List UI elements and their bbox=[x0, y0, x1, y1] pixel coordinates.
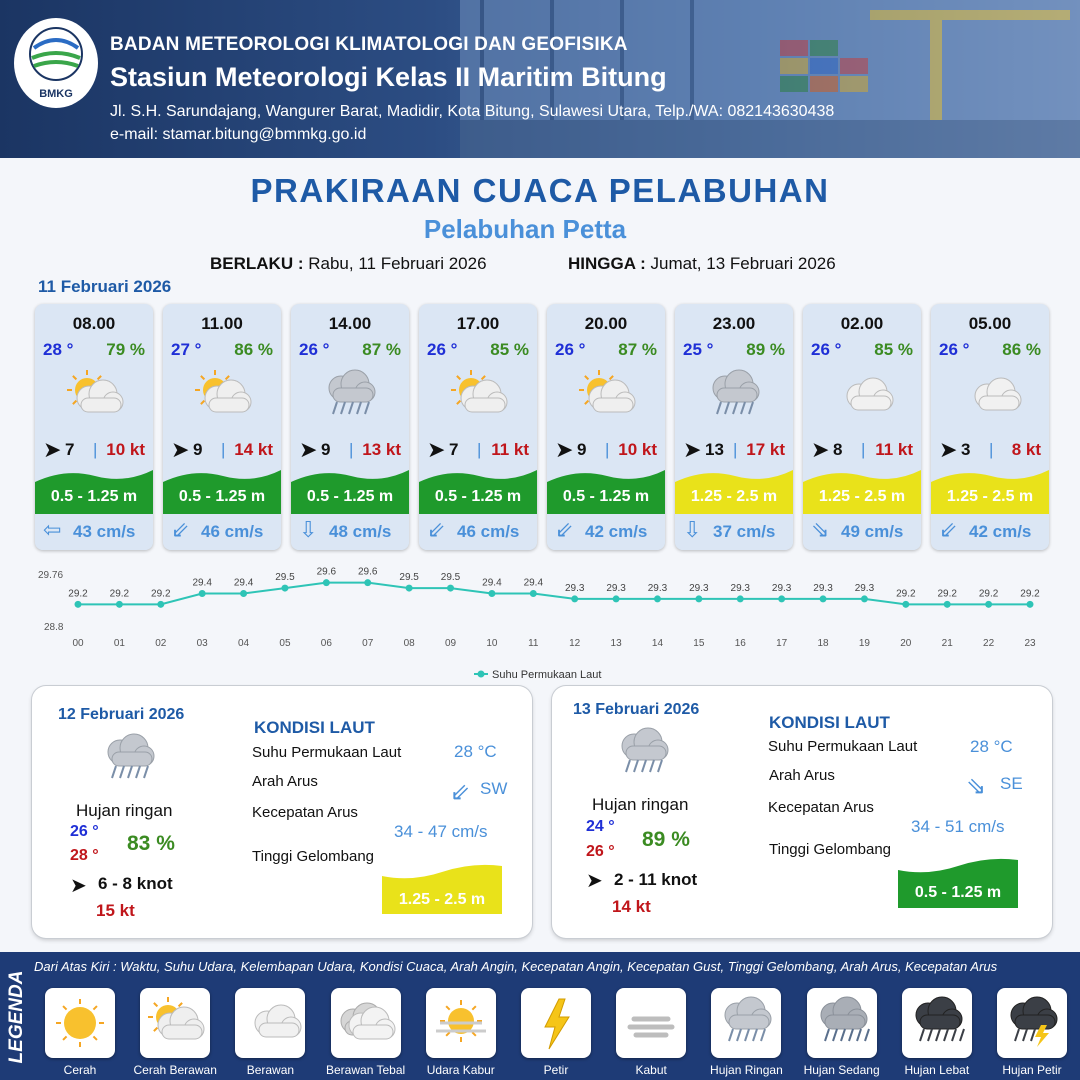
wind-direction-icon: ➤ bbox=[171, 437, 190, 462]
card-temperature: 26 ° bbox=[939, 340, 970, 359]
hujan-ringan-icon bbox=[699, 366, 769, 426]
data-point bbox=[695, 595, 702, 602]
station-email: e-mail: stamar.bitung@bmmkg.go.id bbox=[110, 126, 367, 143]
legend-item-label: Hujan Petir bbox=[1002, 1063, 1062, 1077]
x-tick-label: 20 bbox=[900, 638, 912, 649]
legend-item-hujan-sedang bbox=[807, 988, 877, 1058]
data-point bbox=[488, 590, 495, 597]
station-name: Stasiun Meteorologi Kelas II Maritim Bitung bbox=[110, 62, 667, 92]
card-gust: 11 kt bbox=[491, 440, 529, 459]
day2-wave-value: 1.25 - 2.5 m bbox=[398, 891, 486, 908]
card-wind-speed: 8 bbox=[833, 440, 843, 459]
data-label: 29.3 bbox=[854, 582, 875, 594]
berawan-icon bbox=[955, 366, 1025, 426]
hujan-petir-icon bbox=[997, 988, 1067, 1058]
station-address: Jl. S.H. Sarundajang, Wangurer Barat, Madidir, Kota Bitung, Sulawesi Utara, Telp./WA: 082143630438 bbox=[110, 103, 835, 120]
x-tick-label: 23 bbox=[1024, 638, 1036, 649]
day3-wave-value: 0.5 - 1.25 m bbox=[914, 884, 1002, 901]
x-tick-label: 02 bbox=[155, 638, 167, 649]
card-temperature: 27 ° bbox=[171, 340, 202, 359]
day3-arus-label: Arah Arus bbox=[769, 767, 835, 784]
card-wind-speed: 9 bbox=[321, 440, 331, 459]
data-point bbox=[654, 595, 661, 602]
day2-forecast-box bbox=[32, 686, 532, 938]
card-separator: | bbox=[989, 440, 994, 459]
x-tick-label: 03 bbox=[196, 638, 208, 649]
bmkg-emblem-icon bbox=[14, 18, 98, 88]
card-separator: | bbox=[477, 440, 482, 459]
day3-wind: 2 - 11 knot bbox=[614, 870, 698, 889]
day2-speed-value: 34 - 47 cm/s bbox=[394, 822, 488, 841]
legend-vertical-title bbox=[4, 958, 30, 1076]
data-label: 29.3 bbox=[813, 582, 833, 594]
hujan-ringan-icon bbox=[711, 988, 781, 1058]
port-name: Pelabuhan Petta bbox=[423, 214, 627, 244]
day3-speed-value: 34 - 51 cm/s bbox=[911, 817, 1005, 836]
card-wave-height: 1.25 - 2.5 m bbox=[946, 488, 1034, 505]
card-time: 20.00 bbox=[584, 314, 628, 333]
x-tick-label: 06 bbox=[320, 638, 332, 649]
day3-temp-max: 26 ° bbox=[586, 843, 615, 860]
data-point bbox=[778, 595, 785, 602]
data-label: 29.3 bbox=[689, 582, 709, 594]
current-direction-icon: ⇘ bbox=[966, 773, 987, 800]
data-point bbox=[530, 590, 537, 597]
x-tick-label: 01 bbox=[113, 638, 125, 649]
validity-from-value: Rabu, 11 Februari 2026 bbox=[308, 254, 487, 273]
card-temperature: 26 ° bbox=[427, 340, 458, 359]
card-time: 14.00 bbox=[328, 314, 372, 333]
card-temperature: 26 ° bbox=[299, 340, 330, 359]
validity-to-value: Jumat, 13 Februari 2026 bbox=[650, 254, 836, 273]
data-label: 29.2 bbox=[978, 588, 999, 600]
sst-line-chart bbox=[30, 562, 1050, 687]
card-humidity: 86 % bbox=[1002, 340, 1041, 359]
card-humidity: 87 % bbox=[362, 340, 401, 359]
legend-item-cerah-berawan bbox=[140, 988, 210, 1058]
forecast-card bbox=[547, 304, 665, 550]
data-label: 29.4 bbox=[233, 577, 254, 589]
card-temperature: 25 ° bbox=[683, 340, 714, 359]
data-point bbox=[116, 601, 123, 608]
card-wave-height: 0.5 - 1.25 m bbox=[50, 488, 138, 505]
data-point bbox=[861, 595, 868, 602]
day2-speed-label: Kecepatan Arus bbox=[252, 804, 358, 821]
day2-gust: 15 kt bbox=[96, 901, 135, 920]
kabut-icon bbox=[616, 988, 686, 1058]
forecast-card bbox=[419, 304, 537, 550]
x-tick-label: 16 bbox=[734, 638, 746, 649]
logo-text: BMKG bbox=[39, 88, 73, 100]
card-current-speed: 43 cm/s bbox=[73, 522, 136, 541]
x-tick-label: 17 bbox=[776, 638, 788, 649]
data-label: 29.4 bbox=[482, 577, 502, 589]
cerah-berawan-icon bbox=[59, 366, 129, 426]
legend-item-hujan-lebat bbox=[902, 988, 972, 1058]
x-tick-label: 19 bbox=[858, 638, 870, 649]
current-direction-icon: ⇘ bbox=[811, 517, 830, 542]
card-current-speed: 37 cm/s bbox=[713, 522, 776, 541]
legend-item-hujan-petir bbox=[997, 988, 1067, 1058]
data-label: 29.2 bbox=[109, 588, 130, 600]
wind-direction-icon: ➤ bbox=[299, 437, 318, 462]
data-label: 29.3 bbox=[771, 582, 792, 594]
validity-to bbox=[568, 254, 836, 274]
card-separator: | bbox=[93, 440, 98, 459]
card-wave-height: 1.25 - 2.5 m bbox=[690, 488, 778, 505]
berawan-icon bbox=[827, 366, 897, 426]
data-label: 29.6 bbox=[316, 566, 337, 578]
data-point bbox=[199, 590, 206, 597]
data-point bbox=[613, 595, 620, 602]
legend-item-hujan-ringan bbox=[711, 988, 781, 1058]
card-wind-speed: 9 bbox=[193, 440, 203, 459]
legend-item-label: Berawan bbox=[246, 1063, 295, 1077]
wind-direction-icon: ➤ bbox=[427, 437, 446, 462]
hujan-sedang-icon bbox=[807, 988, 877, 1058]
legend-item-label: Kabut bbox=[635, 1063, 667, 1077]
card-temperature: 26 ° bbox=[555, 340, 586, 359]
data-label: 29.3 bbox=[564, 582, 585, 594]
day2-date: 12 Februari 2026 bbox=[58, 706, 185, 723]
card-gust: 8 kt bbox=[1011, 440, 1041, 459]
x-tick-label: 13 bbox=[610, 638, 622, 649]
petir-icon bbox=[521, 988, 591, 1058]
org-name: BADAN METEOROLOGI KLIMATOLOGI DAN GEOFISIKA bbox=[110, 34, 628, 55]
header-banner bbox=[0, 0, 1080, 158]
legend-item-label: Hujan Lebat bbox=[904, 1063, 970, 1077]
data-label: 29.2 bbox=[1020, 588, 1040, 600]
card-humidity: 85 % bbox=[874, 340, 913, 359]
forecast-card bbox=[675, 304, 793, 550]
cerah-berawan-icon bbox=[571, 366, 641, 426]
wind-direction-icon: ➤ bbox=[586, 870, 603, 892]
card-current-speed: 48 cm/s bbox=[329, 522, 392, 541]
card-gust: 17 kt bbox=[746, 440, 785, 459]
legend-item-label: Udara Kabur bbox=[426, 1063, 495, 1077]
cerah-berawan-icon bbox=[443, 366, 513, 426]
day3-temp-min: 24 ° bbox=[586, 818, 615, 835]
day2-sst-label: Suhu Permukaan Laut bbox=[252, 744, 402, 761]
day2-kondisi-title: KONDISI LAUT bbox=[254, 718, 375, 737]
legend-item-label: Cerah bbox=[63, 1063, 97, 1077]
wind-direction-icon: ➤ bbox=[43, 437, 62, 462]
validity-from-label: BERLAKU : bbox=[210, 254, 304, 273]
card-gust: 13 kt bbox=[362, 440, 401, 459]
x-tick-label: 04 bbox=[238, 638, 250, 649]
data-label: 29.2 bbox=[937, 588, 957, 600]
day3-date: 13 Februari 2026 bbox=[573, 701, 700, 718]
card-time: 08.00 bbox=[72, 314, 116, 333]
legend-item-petir bbox=[521, 988, 591, 1058]
data-point bbox=[902, 601, 909, 608]
legend-item-label: Petir bbox=[543, 1063, 569, 1077]
x-tick-label: 07 bbox=[362, 638, 374, 649]
x-tick-label: 00 bbox=[72, 638, 84, 649]
card-wind-speed: 3 bbox=[961, 440, 971, 459]
legend-item-label: Berawan Tebal bbox=[326, 1063, 406, 1077]
forecast-card bbox=[931, 304, 1049, 550]
card-wave-height: 1.25 - 2.5 m bbox=[818, 488, 906, 505]
day2-wind: 6 - 8 knot bbox=[98, 874, 173, 893]
card-separator: | bbox=[605, 440, 610, 459]
data-label: 29.4 bbox=[523, 577, 544, 589]
card-wave-height: 0.5 - 1.25 m bbox=[434, 488, 522, 505]
legend-item-cerah bbox=[45, 988, 115, 1058]
data-label: 29.5 bbox=[440, 572, 461, 584]
day3-gust: 14 kt bbox=[612, 897, 651, 916]
current-direction-icon: ⇩ bbox=[683, 517, 702, 542]
day1-date: 11 Februari 2026 bbox=[38, 277, 172, 296]
cerah-icon bbox=[45, 988, 115, 1058]
day2-condition: Hujan ringan bbox=[76, 801, 173, 820]
legend-item-label: Hujan Ringan bbox=[710, 1063, 783, 1077]
x-tick-label: 22 bbox=[983, 638, 995, 649]
current-direction-icon: ⇩ bbox=[299, 517, 318, 542]
legend-item-kabut bbox=[616, 988, 686, 1058]
data-point bbox=[406, 585, 413, 592]
card-separator: | bbox=[861, 440, 866, 459]
data-point bbox=[157, 601, 164, 608]
wind-direction-icon: ➤ bbox=[683, 437, 702, 462]
card-current-speed: 46 cm/s bbox=[457, 522, 520, 541]
data-point bbox=[1027, 601, 1034, 608]
bmkg-logo bbox=[14, 18, 98, 108]
x-tick-label: 12 bbox=[569, 638, 581, 649]
day3-forecast-box bbox=[552, 686, 1052, 938]
x-tick-label: 21 bbox=[941, 638, 953, 649]
x-tick-label: 14 bbox=[651, 638, 664, 649]
udara-kabur-icon bbox=[426, 988, 496, 1058]
forecast-card bbox=[35, 304, 153, 550]
data-point bbox=[985, 601, 992, 608]
data-point bbox=[447, 585, 454, 592]
card-humidity: 85 % bbox=[490, 340, 529, 359]
wind-direction-icon: ➤ bbox=[811, 437, 830, 462]
data-point bbox=[281, 585, 288, 592]
data-label: 29.5 bbox=[275, 572, 295, 584]
card-wind-speed: 9 bbox=[577, 440, 587, 459]
data-point bbox=[75, 601, 82, 608]
card-current-speed: 46 cm/s bbox=[201, 522, 264, 541]
x-tick-label: 05 bbox=[279, 638, 291, 649]
day3-arus-value: SE bbox=[1000, 774, 1023, 793]
card-gust: 10 kt bbox=[618, 440, 657, 459]
validity-to-label: HINGGA : bbox=[568, 254, 646, 273]
card-gust: 10 kt bbox=[106, 440, 145, 459]
day3-speed-label: Kecepatan Arus bbox=[768, 799, 874, 816]
day3-condition: Hujan ringan bbox=[592, 795, 689, 814]
validity-from bbox=[210, 254, 487, 274]
forecast-card bbox=[291, 304, 409, 550]
day3-sst-value: 28 °C bbox=[970, 737, 1013, 756]
wind-direction-icon: ➤ bbox=[555, 437, 574, 462]
data-label: 29.3 bbox=[647, 582, 668, 594]
data-label: 29.3 bbox=[606, 582, 626, 594]
day3-kondisi-title: KONDISI LAUT bbox=[769, 713, 890, 732]
legend-item-berawan-tebal bbox=[331, 988, 401, 1058]
legend-description: Dari Atas Kiri : Waktu, Suhu Udara, Kelembapan Udara, Kondisi Cuaca, Arah Angin, Kecepatan Angin, Kecepatan Gust, Tinggi Gelombang, Arah Arus, Kecepatan Arus bbox=[34, 959, 998, 974]
card-current-speed: 42 cm/s bbox=[585, 522, 648, 541]
x-tick-label: 10 bbox=[486, 638, 498, 649]
card-gust: 11 kt bbox=[875, 440, 913, 459]
day2-humidity: 83 % bbox=[127, 832, 175, 855]
card-humidity: 89 % bbox=[746, 340, 785, 359]
card-wave-height: 0.5 - 1.25 m bbox=[306, 488, 394, 505]
current-direction-icon: ⇙ bbox=[450, 779, 471, 806]
card-time: 23.00 bbox=[712, 314, 756, 333]
card-time: 17.00 bbox=[456, 314, 500, 333]
x-tick-label: 18 bbox=[817, 638, 829, 649]
current-direction-icon: ⇙ bbox=[171, 517, 190, 542]
data-label: 29.2 bbox=[151, 588, 171, 600]
card-wind-speed: 7 bbox=[449, 440, 459, 459]
forecast-card bbox=[803, 304, 921, 550]
card-wind-speed: 7 bbox=[65, 440, 75, 459]
day2-hujan-ringan-icon bbox=[94, 730, 164, 790]
data-point bbox=[944, 601, 951, 608]
forecast-card bbox=[163, 304, 281, 550]
wind-direction-icon: ➤ bbox=[939, 437, 958, 462]
card-current-speed: 49 cm/s bbox=[841, 522, 904, 541]
data-point bbox=[364, 579, 371, 586]
page-title: PRAKIRAAN CUACA PELABUHAN bbox=[250, 172, 830, 209]
legend-item-label: Hujan Sedang bbox=[803, 1063, 880, 1077]
y-tick-label: 29.76 bbox=[38, 570, 64, 581]
data-label: 29.3 bbox=[730, 582, 750, 594]
current-direction-icon: ⇙ bbox=[939, 517, 958, 542]
data-point bbox=[240, 590, 247, 597]
data-label: 29.6 bbox=[358, 566, 378, 578]
data-label: 29.5 bbox=[399, 572, 419, 584]
card-wave-height: 0.5 - 1.25 m bbox=[562, 488, 650, 505]
day3-humidity: 89 % bbox=[642, 828, 690, 851]
card-separator: | bbox=[733, 440, 738, 459]
day2-arus-label: Arah Arus bbox=[252, 773, 318, 790]
legend-marker bbox=[478, 671, 485, 678]
berawan-tebal-icon bbox=[331, 988, 401, 1058]
day3-hujan-ringan-icon bbox=[608, 724, 678, 784]
current-direction-icon: ⇦ bbox=[43, 517, 62, 542]
day3-wave-label: Tinggi Gelombang bbox=[769, 841, 892, 858]
data-label: 29.2 bbox=[68, 588, 88, 600]
data-point bbox=[820, 595, 827, 602]
x-tick-label: 15 bbox=[693, 638, 705, 649]
day2-temp-max: 28 ° bbox=[70, 847, 99, 864]
day2-temp-min: 26 ° bbox=[70, 823, 99, 840]
card-humidity: 87 % bbox=[618, 340, 657, 359]
cerah-berawan-icon bbox=[187, 366, 257, 426]
x-tick-label: 09 bbox=[444, 638, 457, 649]
card-humidity: 79 % bbox=[106, 340, 145, 359]
x-tick-label: 08 bbox=[403, 638, 415, 649]
cerah-berawan-icon bbox=[140, 988, 210, 1058]
legend-item-berawan bbox=[235, 988, 305, 1058]
day2-arus-value: SW bbox=[480, 779, 508, 798]
card-separator: | bbox=[221, 440, 226, 459]
card-wave-height: 0.5 - 1.25 m bbox=[178, 488, 266, 505]
x-tick-label: 11 bbox=[528, 638, 539, 649]
card-current-speed: 42 cm/s bbox=[969, 522, 1032, 541]
data-label: 29.2 bbox=[896, 588, 916, 600]
data-point bbox=[571, 595, 578, 602]
legend-item-udara-kabur bbox=[426, 988, 496, 1058]
series-line bbox=[78, 583, 1030, 605]
current-direction-icon: ⇙ bbox=[427, 517, 446, 542]
day2-wave-label: Tinggi Gelombang bbox=[252, 848, 375, 865]
card-gust: 14 kt bbox=[234, 440, 273, 459]
berawan-icon bbox=[235, 988, 305, 1058]
current-direction-icon: ⇙ bbox=[555, 517, 574, 542]
wind-direction-icon: ➤ bbox=[70, 875, 87, 897]
card-time: 11.00 bbox=[201, 314, 243, 333]
legend-item-label: Cerah Berawan bbox=[133, 1063, 217, 1077]
card-humidity: 86 % bbox=[234, 340, 273, 359]
card-wind-speed: 13 bbox=[705, 440, 724, 459]
hujan-ringan-icon bbox=[315, 366, 385, 426]
card-temperature: 28 ° bbox=[43, 340, 74, 359]
legend-label: Suhu Permukaan Laut bbox=[492, 669, 602, 681]
hujan-lebat-icon bbox=[902, 988, 972, 1058]
data-point bbox=[323, 579, 330, 586]
day2-sst-value: 28 °C bbox=[454, 742, 497, 761]
data-label: 29.4 bbox=[192, 577, 212, 589]
day3-sst-label: Suhu Permukaan Laut bbox=[768, 738, 918, 755]
card-temperature: 26 ° bbox=[811, 340, 842, 359]
svg-text:LEGENDA: LEGENDA bbox=[6, 970, 28, 1064]
data-point bbox=[737, 595, 744, 602]
y-tick-label: 28.8 bbox=[44, 622, 64, 633]
card-separator: | bbox=[349, 440, 354, 459]
card-time: 02.00 bbox=[840, 314, 884, 333]
card-time: 05.00 bbox=[968, 314, 1012, 333]
